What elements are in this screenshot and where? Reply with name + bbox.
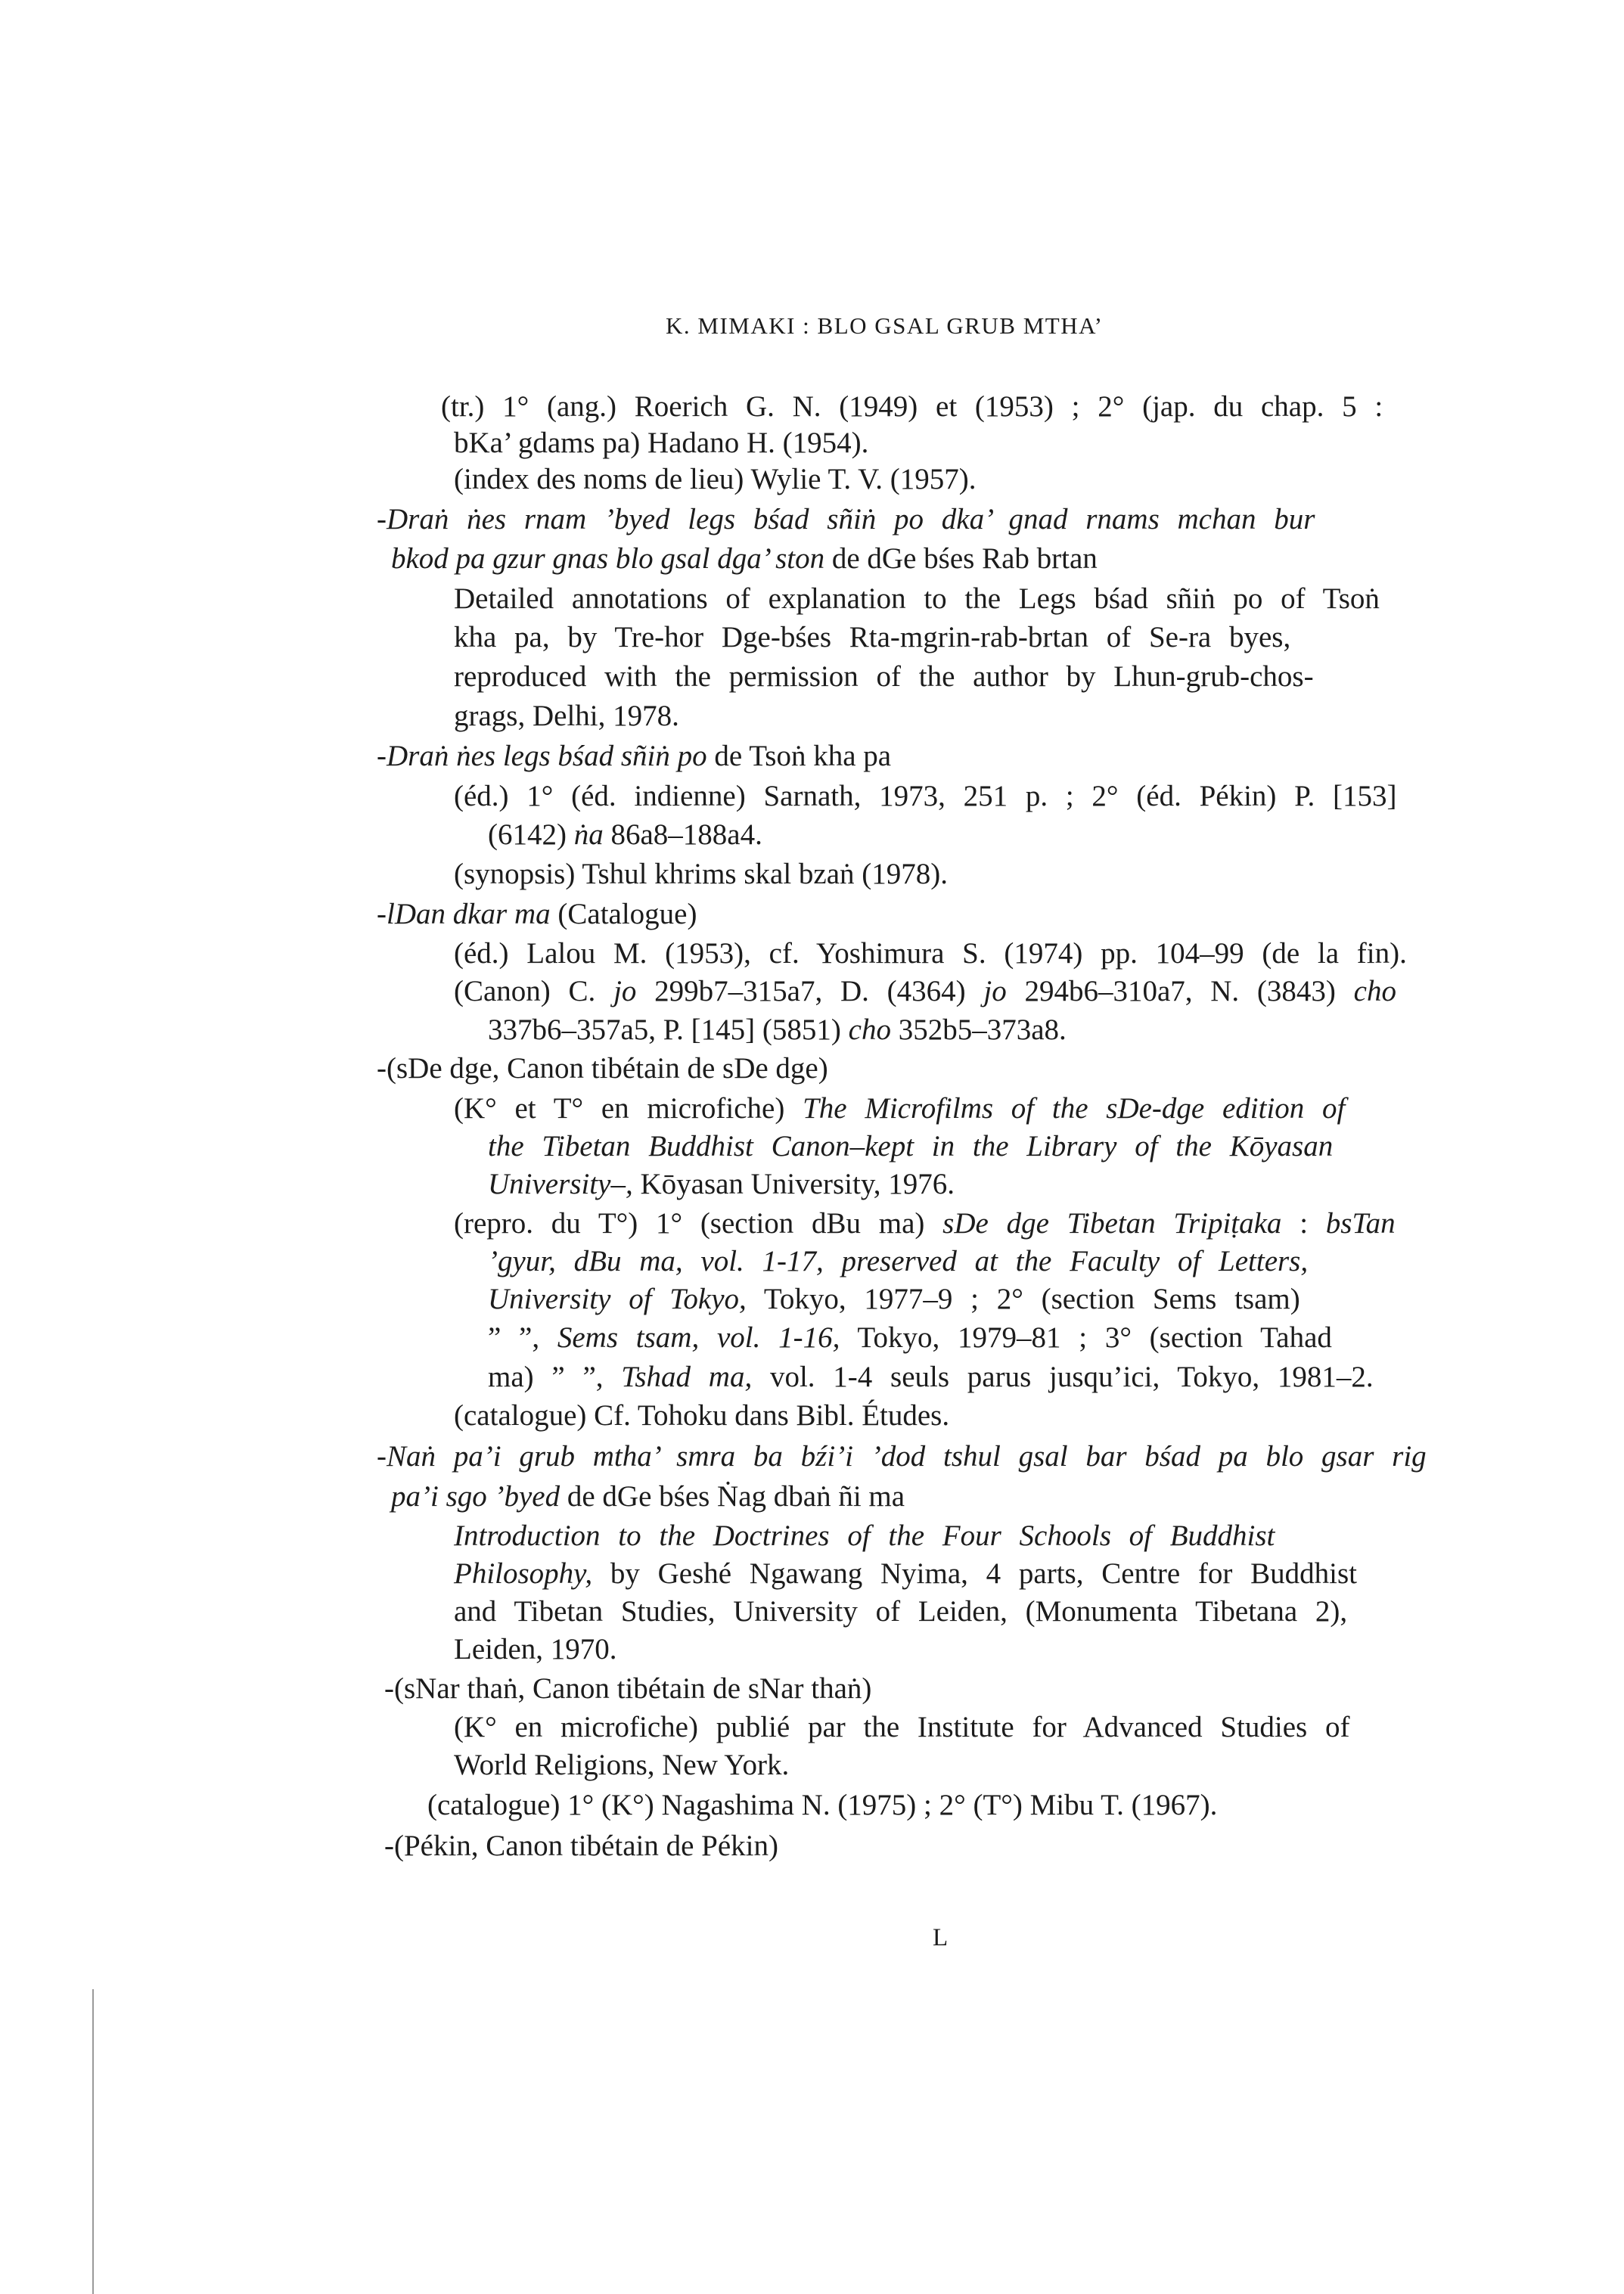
line-text: reproduced with the permission of the author by Lhun-grub-chos- (454, 660, 1314, 693)
line-text: Kōyasan University, 1976. (632, 1168, 955, 1200)
text-line (441, 390, 1383, 424)
line-text: (6142) (488, 818, 574, 851)
italic-title-text: cho (848, 1014, 891, 1046)
italic-title-text: the Tibetan Buddhist Canon–kept in the Library of the Kōyasan (488, 1130, 1334, 1163)
line-text: by Geshé Ngawang Nyima, 4 parts, Centre for Buddhist (592, 1557, 1358, 1590)
line-text: 86a8–188a4. (603, 818, 762, 851)
line-text: -(sNar thaṅ, Canon tibétain de sNar thaṅ) (384, 1672, 872, 1705)
line-text: vol. 1-4 seuls parus jusqu’ici, Tokyo, 1981–2. (752, 1361, 1374, 1393)
line-text: (tr.) 1° (ang.) Roerich G. N. (1949) et (1953) ; 2° (jap. du chap. 5 : (441, 390, 1383, 423)
line-text: grags, Delhi, 1978. (454, 700, 679, 732)
italic-title-text: jo (613, 975, 637, 1007)
margin-rule (92, 1989, 94, 2294)
italic-title-text: Introduction to the Doctrines of the Four Schools of Buddhist (454, 1520, 1275, 1552)
line-text: 299b7–315a7, D. (4364) (636, 975, 984, 1007)
line-text: (K° en microfiche) publié par the Institute for Advanced Studies of (454, 1711, 1350, 1743)
text-line (488, 1129, 1333, 1164)
text-line (488, 1360, 1374, 1395)
italic-title-text: -Naṅ pa’i grub mtha’ smra ba bźi’i ’dod tshul gsal bar bśad pa blo gsar rig (377, 1440, 1427, 1473)
italic-title-text: bsTan (1325, 1207, 1396, 1240)
italic-title-text: Tshad ma, (621, 1361, 753, 1393)
text-line (454, 1091, 1345, 1126)
text-line (384, 1829, 778, 1864)
line-text: 294b6–310a7, N. (3843) (1006, 975, 1354, 1007)
text-line (377, 502, 1315, 537)
line-text: -(Pékin, Canon tibétain de Pékin) (384, 1830, 778, 1862)
line-text: World Religions, New York. (454, 1749, 790, 1781)
text-line (427, 1788, 1217, 1823)
italic-title-text: sDe dge Tibetan Tripiṭaka (942, 1207, 1282, 1240)
text-line (454, 1206, 1396, 1241)
text-line (377, 897, 697, 932)
line-text: (repro. du T°) 1° (section dBu ma) (454, 1207, 943, 1240)
line-text: (synopsis) Tshul khrims skal bzaṅ (1978). (454, 858, 949, 890)
text-line (454, 779, 1396, 814)
text-line (454, 620, 1290, 655)
text-line (454, 660, 1314, 694)
line-text: de dGe bśes Rab brtan (824, 542, 1098, 575)
line-text: (Canon) C. (454, 975, 614, 1007)
line-text: (éd.) 1° (éd. indienne) Sarnath, 1973, 251 p. ; 2° (éd. Pékin) P. [153] (454, 780, 1397, 812)
line-text: ma) ” ”, (488, 1361, 622, 1393)
text-line (488, 1321, 1332, 1355)
line-text: ” ”, (488, 1321, 557, 1354)
line-text: Tokyo, 1979–81 ; 3° (section Tahad (840, 1321, 1332, 1354)
text-line (454, 936, 1407, 971)
text-line (454, 1398, 949, 1433)
italic-title-text: -Draṅ ṅes legs bśad sñiṅ po (377, 740, 707, 772)
text-line (488, 1167, 955, 1202)
text-line (454, 462, 977, 497)
text-line (454, 1632, 617, 1667)
italic-title-text: pa’i sgo ’byed (391, 1480, 560, 1513)
text-line (454, 1710, 1349, 1745)
line-text: (K° et T° en microfiche) (454, 1092, 803, 1125)
text-line (377, 739, 891, 774)
italic-title-text: Philosophy, (454, 1557, 593, 1590)
text-line (488, 1282, 1300, 1317)
text-line (454, 1519, 1275, 1554)
italic-title-text: ṅa (573, 818, 604, 851)
text-line (454, 1594, 1347, 1629)
line-text: : (1281, 1207, 1326, 1240)
line-text: 352b5–373a8. (890, 1014, 1067, 1046)
italic-title-text: bkod pa gzur gnas blo gsal dga’ ston (391, 542, 825, 575)
text-line (488, 1244, 1308, 1279)
italic-title-text: cho (1353, 975, 1396, 1007)
line-text: (catalogue) Cf. Tohoku dans Bibl. Études. (454, 1399, 950, 1432)
text-line (454, 1557, 1357, 1591)
line-text: -(sDe dge, Canon tibétain de sDe dge) (377, 1052, 828, 1085)
text-line (454, 699, 679, 734)
text-line (377, 1051, 828, 1086)
text-line (391, 1479, 905, 1514)
text-line (454, 857, 948, 892)
text-line (488, 818, 762, 852)
line-text: Tokyo, 1977–9 ; 2° (section Sems tsam) (746, 1283, 1300, 1315)
text-line (377, 1439, 1427, 1474)
text-line (488, 1013, 1067, 1048)
line-text: Leiden, 1970. (454, 1633, 617, 1665)
italic-title-text: Sems tsam, vol. 1-16, (557, 1321, 840, 1354)
italic-title-text: jo (983, 975, 1007, 1007)
line-text: 337b6–357a5, P. [145] (5851) (488, 1014, 849, 1046)
text-line (454, 582, 1380, 616)
italic-title-text: University of Tokyo, (488, 1283, 747, 1315)
page-folio: L (933, 1924, 949, 1951)
text-line (384, 1672, 871, 1706)
line-text: (catalogue) 1° (K°) Nagashima N. (1975) ; 2° (T°) Mibu T. (1967). (427, 1789, 1218, 1821)
line-text: de dGe bśes Ṅag dbaṅ ñi ma (560, 1480, 905, 1513)
running-head: K. MIMAKI : BLO GSAL GRUB MTHA’ (666, 312, 1104, 339)
line-text: bKa’ gdams pa) Hadano H. (1954). (454, 427, 869, 459)
italic-title-text: -lDan dkar ma (377, 898, 551, 930)
italic-title-text: -Draṅ ṅes rnam ’byed legs bśad sñiṅ po dka’ gnad rnams mchan bur (377, 503, 1315, 535)
line-text: and Tibetan Studies, University of Leiden, (Monumenta Tibetana 2), (454, 1595, 1348, 1628)
text-line (391, 542, 1098, 576)
line-text: Detailed annotations of explanation to the Legs bśad sñiṅ po of Tsoṅ (454, 582, 1380, 615)
italic-title-text: ’gyur, dBu ma, vol. 1-17, preserved at the Faculty of Letters, (488, 1245, 1309, 1277)
line-text: (index des noms de lieu) Wylie T. V. (1957). (454, 463, 977, 495)
text-line (454, 1748, 789, 1783)
text-line (454, 426, 868, 461)
italic-title-text: The Microfilms of the sDe-dge edition of (803, 1092, 1346, 1125)
line-text: de Tsoṅ kha pa (706, 740, 892, 772)
text-line (454, 974, 1396, 1009)
italic-title-text: University–, (488, 1168, 633, 1200)
line-text: (éd.) Lalou M. (1953), cf. Yoshimura S. (1974) pp. 104–99 (de la fin). (454, 937, 1407, 970)
line-text: (Catalogue) (550, 898, 697, 930)
line-text: kha pa, by Tre-hor Dge-bśes Rta-mgrin-rab-brtan of Se-ra byes, (454, 621, 1291, 653)
